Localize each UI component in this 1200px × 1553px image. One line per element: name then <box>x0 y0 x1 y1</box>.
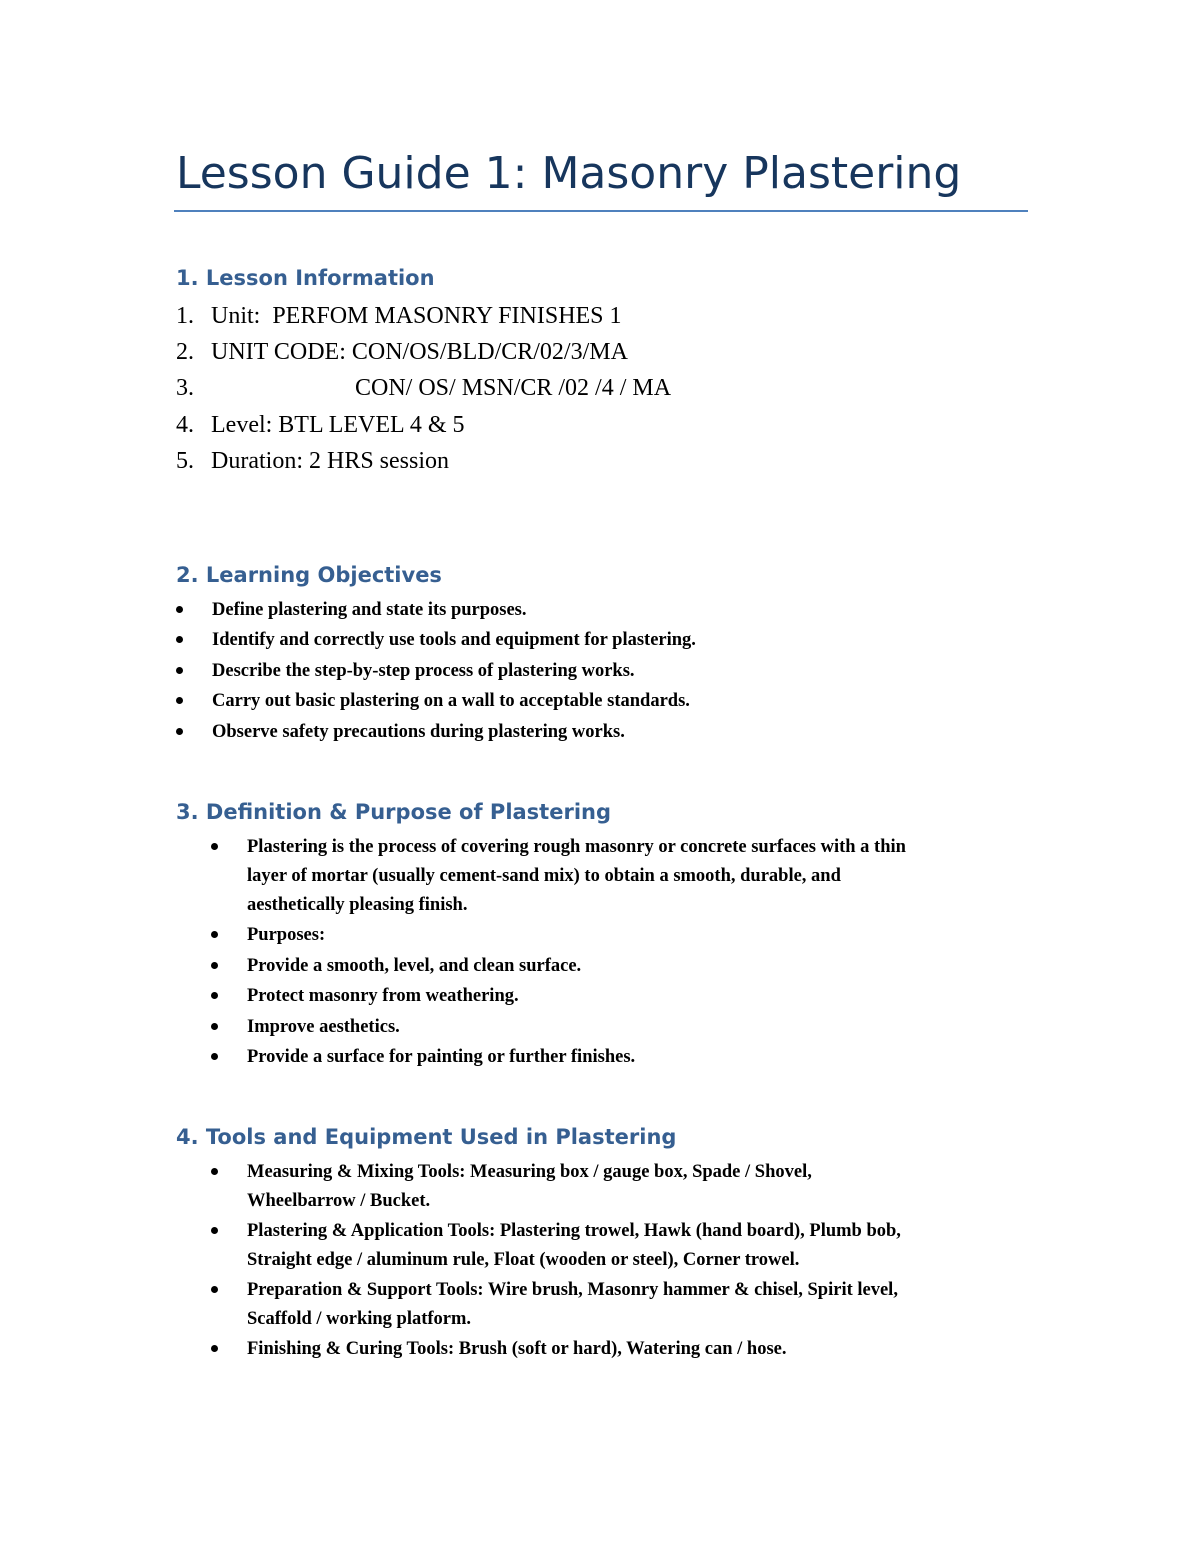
list-text: Purposes: <box>247 925 326 945</box>
heading-learning-objectives: 2. Learning Objectives <box>176 563 442 587</box>
heading-definition-purpose: 3. Definition & Purpose of Plastering <box>176 800 612 824</box>
bullet-icon <box>211 1286 218 1293</box>
list-text: CON/ OS/ MSN/CR /02 /4 / MA <box>211 375 672 401</box>
list-text: Carry out basic plastering on a wall to acceptable standards. <box>212 691 690 711</box>
bullet-icon <box>211 1227 218 1234</box>
title-underline <box>174 210 1028 212</box>
bullet-icon <box>211 1053 218 1060</box>
list-text: Provide a smooth, level, and clean surface. <box>247 956 582 976</box>
bullet-icon <box>211 962 218 969</box>
list-text: Duration: 2 HRS session <box>211 448 450 474</box>
list-number: 3. <box>176 375 194 401</box>
heading-tools-equipment: 4. Tools and Equipment Used in Plastering <box>176 1125 677 1149</box>
list-text: Unit: PERFOM MASONRY FINISHES 1 <box>211 303 622 329</box>
list-text: Provide a surface for painting or further finishes. <box>247 1047 636 1067</box>
bullet-icon <box>176 697 183 704</box>
bullet-icon <box>211 1168 218 1175</box>
list-text: Level: BTL LEVEL 4 & 5 <box>211 412 465 438</box>
bullet-icon <box>211 931 218 938</box>
list-text-continuation: Wheelbarrow / Bucket. <box>247 1191 431 1211</box>
list-text: Observe safety precautions during plastering works. <box>212 722 625 742</box>
list-text: Describe the step-by-step process of plastering works. <box>212 661 635 681</box>
list-text: Plastering is the process of covering rough masonry or concrete surfaces with a thin <box>247 837 906 857</box>
list-text: UNIT CODE: CON/OS/BLD/CR/02/3/MA <box>211 339 628 365</box>
list-number: 2. <box>176 339 194 365</box>
list-text: Preparation & Support Tools: Wire brush, Masonry hammer & chisel, Spirit level, <box>247 1280 898 1300</box>
list-text-continuation: aesthetically pleasing finish. <box>247 895 468 915</box>
list-text: Plastering & Application Tools: Plastering trowel, Hawk (hand board), Plumb bob, <box>247 1221 901 1241</box>
heading-lesson-information: 1. Lesson Information <box>176 266 435 290</box>
list-text-continuation: Scaffold / working platform. <box>247 1309 472 1329</box>
list-text: Identify and correctly use tools and equipment for plastering. <box>212 630 696 650</box>
list-number: 4. <box>176 412 194 438</box>
list-text: Define plastering and state its purposes. <box>212 600 527 620</box>
list-text-continuation: layer of mortar (usually cement-sand mix) to obtain a smooth, durable, and <box>247 866 841 886</box>
bullet-icon <box>176 667 183 674</box>
bullet-icon <box>211 1023 218 1030</box>
bullet-icon <box>211 843 218 850</box>
list-number: 1. <box>176 303 194 329</box>
list-text: Protect masonry from weathering. <box>247 986 519 1006</box>
bullet-icon <box>211 992 218 999</box>
bullet-icon <box>176 606 183 613</box>
page-title: Lesson Guide 1: Masonry Plastering <box>176 148 962 199</box>
list-text-continuation: Straight edge / aluminum rule, Float (wooden or steel), Corner trowel. <box>247 1250 800 1270</box>
list-text: Measuring & Mixing Tools: Measuring box / gauge box, Spade / Shovel, <box>247 1162 812 1182</box>
bullet-icon <box>211 1345 218 1352</box>
list-text: Finishing & Curing Tools: Brush (soft or hard), Watering can / hose. <box>247 1339 787 1359</box>
bullet-icon <box>176 636 183 643</box>
list-number: 5. <box>176 448 194 474</box>
bullet-icon <box>176 728 183 735</box>
list-text: Improve aesthetics. <box>247 1017 400 1037</box>
